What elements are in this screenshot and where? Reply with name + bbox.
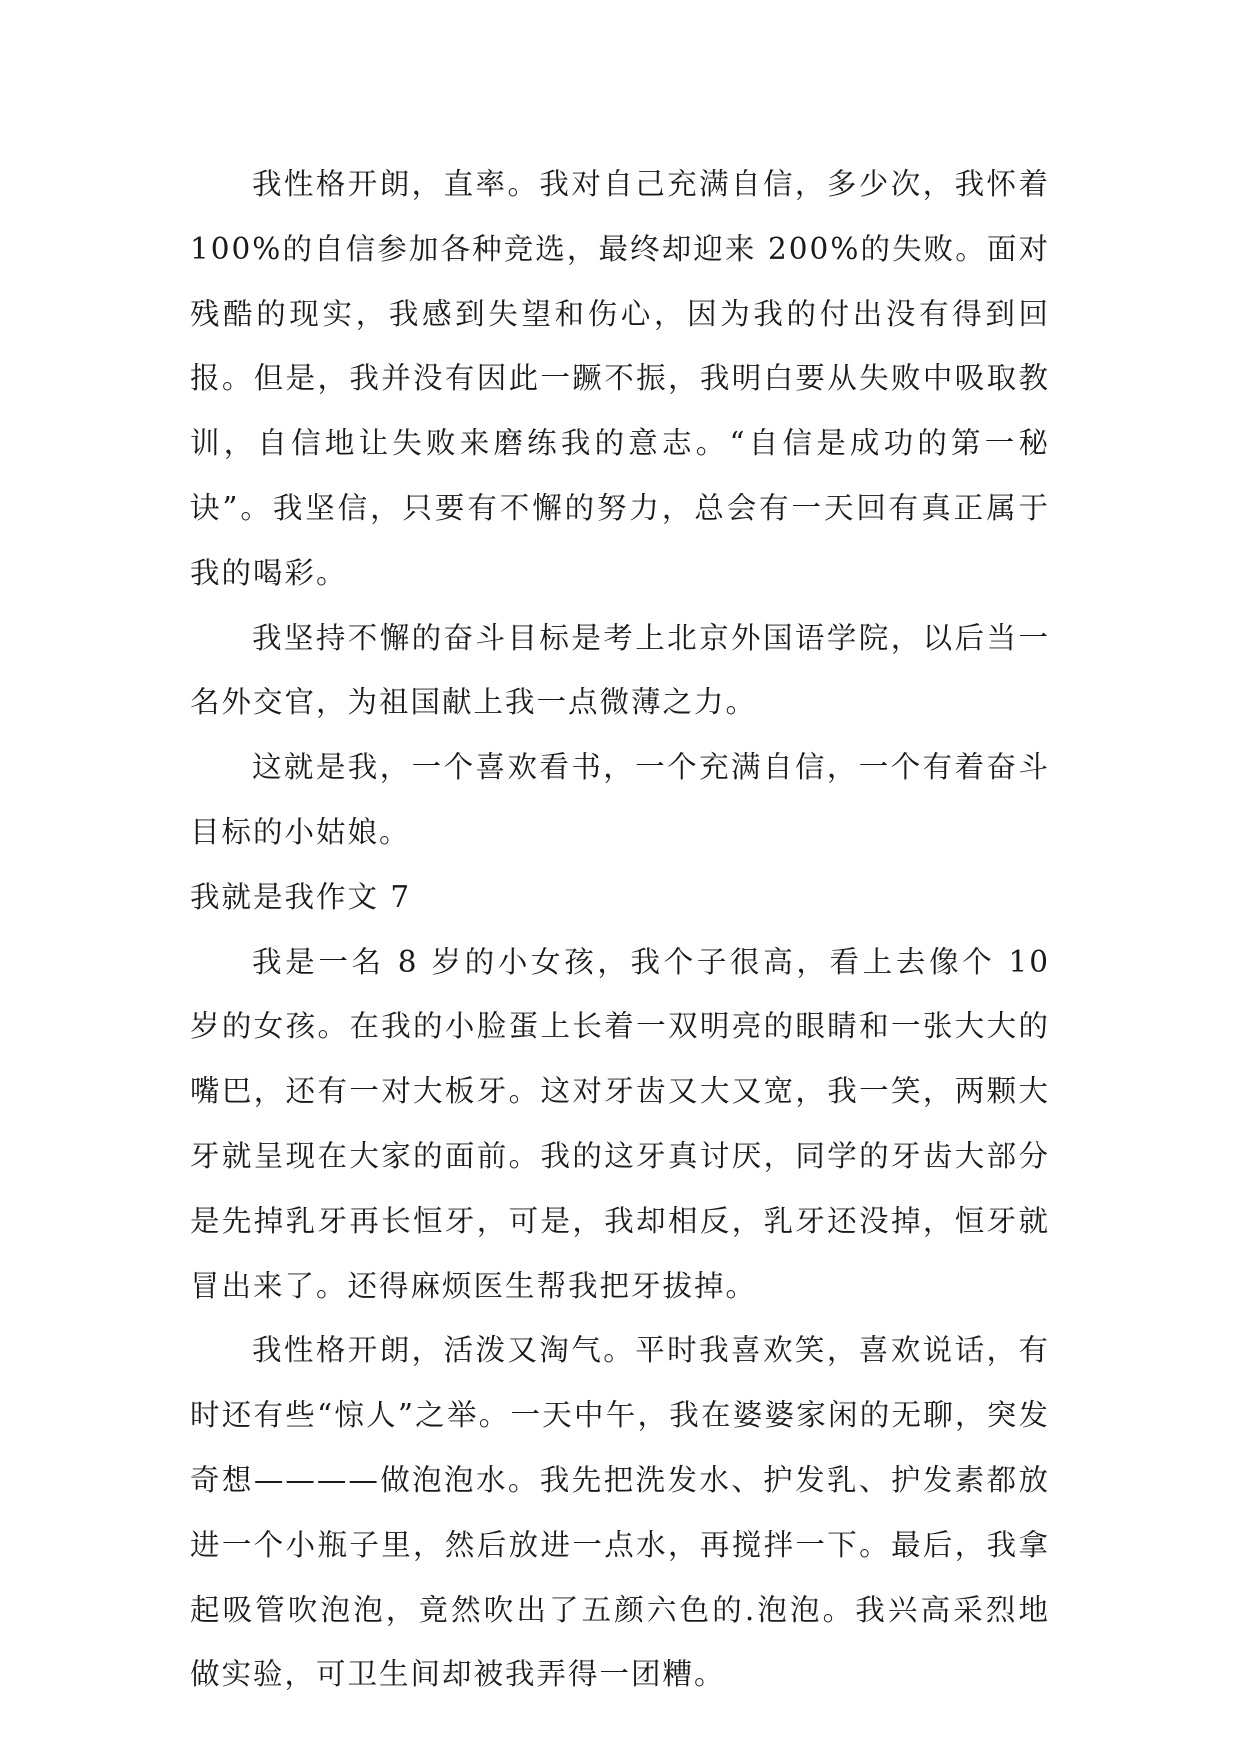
essay-heading: 我就是我作文 7 bbox=[190, 879, 412, 914]
paragraph-summary: 这就是我，一个喜欢看书，一个充满自信，一个有着奋斗目标的小姑娘。 bbox=[190, 750, 1050, 849]
paragraph-confidence: 我性格开朗，直率。我对自己充满自信，多少次，我怀着 100%的自信参加各种竞选，最终却迎来 200%的失败。面对残酷的现实，我感到失望和伤心，因为我的付出没有得到回报。但是，我并没有因此一蹶不振，我明白要从失败中吸取教训，自信地让失败来磨练我的意志。“自信是成功的第一秘诀”。我坚信，只要有不懈的努力，总会有一天回有真正属于我的喝彩。 bbox=[190, 167, 1050, 590]
paragraph-goal: 我坚持不懈的奋斗目标是考上北京外国语学院，以后当一名外交官，为祖国献上我一点微薄之力。 bbox=[190, 620, 1050, 720]
paragraph-appearance: 我是一名 8 岁的小女孩，我个子很高，看上去像个 10 岁的女孩。在我的小脸蛋上长着一双明亮的眼睛和一张大大的嘴巴，还有一对大板牙。这对牙齿又大又宽，我一笑，两颗大牙就呈现在大家的面前。我的这牙真讨厌，同学的牙齿大部分是先掉乳牙再长恒牙，可是，我却相反，乳牙还没掉，恒牙就冒出来了。还得麻烦医生帮我把牙拔掉。 bbox=[190, 944, 1050, 1303]
paragraph-personality: 我性格开朗，活泼又淘气。平时我喜欢笑，喜欢说话，有时还有些“惊人”之举。一天中午，我在婆婆家闲的无聊，突发奇想————做泡泡水。我先把洗发水、护发乳、护发素都放进一个小瓶子里，然后放进一点水，再搅拌一下。最后，我拿起吸管吹泡泡，竟然吹出了五颜六色的.泡泡。我兴高采烈地做实验，可卫生间却被我弄得一团糟。 bbox=[190, 1333, 1050, 1692]
document-body bbox=[190, 152, 1050, 1707]
